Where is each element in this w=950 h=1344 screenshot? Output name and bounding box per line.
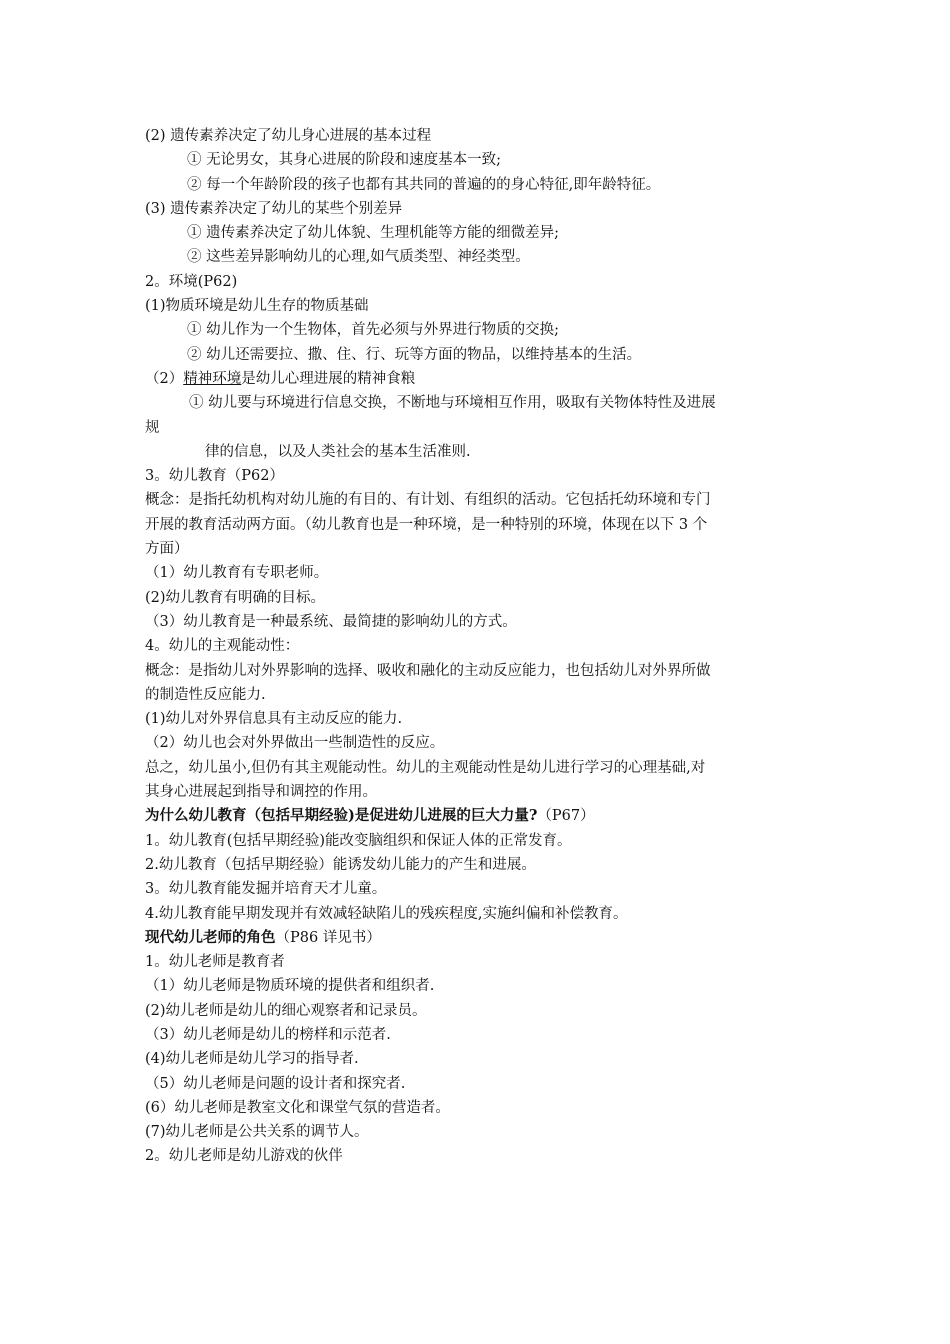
text-line: （3）幼儿教育是一种最系统、最简捷的影响幼儿的方式。	[145, 613, 517, 630]
item-number: （2）	[145, 370, 184, 387]
text-line: (2)幼儿老师是幼儿的细心观察者和记录员。	[145, 1002, 427, 1019]
text-line: 开展的教育活动两方面。（幼儿教育也是一种环境，是一种特别的环境，体现在以下 3 个	[145, 516, 708, 533]
text-line: 1。幼儿老师是教育者	[145, 954, 285, 971]
text-line: （1）幼儿老师是物质环境的提供者和组织者.	[145, 978, 435, 995]
section-heading: 2。环境(P62)	[145, 273, 238, 290]
section-heading: 4。幼儿的主观能动性：	[145, 638, 300, 655]
text-line: ① 遗传素养决定了幼儿体貌、生理机能等方能的细微差异;	[187, 225, 559, 242]
page-reference: （P67）	[537, 808, 595, 825]
text-line: 1。幼儿教育(包括早期经验)能改变脑组织和保证人体的正常发育。	[145, 832, 572, 849]
text-line: （2）幼儿也会对外界做出一些制造性的反应。	[145, 735, 445, 752]
text-line: (1)物质环境是幼儿生存的物质基础	[145, 298, 369, 315]
text-line: （1）幼儿教育有专职老师。	[145, 565, 329, 582]
text-line: (1)幼儿对外界信息具有主动反应的能力.	[145, 711, 403, 728]
document-body	[145, 124, 815, 1169]
item-text: 是幼儿心理进展的精神食粮	[241, 370, 416, 387]
text-line: 方面）	[145, 541, 189, 558]
bold-heading-text: 为什么幼儿教育（包括早期经验)是促进幼儿进展的巨大力量?	[145, 807, 538, 825]
bold-heading	[145, 926, 815, 950]
text-line: 概念：是指托幼机构对幼儿施的有目的、有计划、有组织的活动。它包括托幼环境和专门	[145, 492, 711, 509]
text-line: (2) 遗传素养决定了幼儿身心进展的基本过程	[145, 128, 432, 144]
text-line: (6）幼儿老师是教室文化和课堂气氛的营造者。	[145, 1099, 450, 1116]
bold-heading	[145, 804, 815, 828]
text-line: 律的信息，以及人类社会的基本生活准则.	[205, 443, 471, 460]
text-line: 3。幼儿教育能发掘并培育天才儿童。	[145, 881, 387, 898]
bold-heading-text: 现代幼儿老师的角色	[145, 928, 276, 946]
text-line: ① 幼儿要与环境进行信息交换，不断地与环境相互作用，吸取有关物体特性及进展	[189, 395, 716, 412]
text-line: 其身心进展起到指导和调控的作用。	[145, 784, 377, 801]
text-line: ② 幼儿还需要拉、撒、住、行、玩等方面的物品，以维持基本的生活。	[187, 346, 642, 363]
text-line: (7)幼儿老师是公共关系的调节人。	[145, 1124, 369, 1141]
section-heading: 3。幼儿教育（P62）	[145, 468, 284, 485]
underlined-term: 精神环境	[183, 370, 242, 387]
text-line: (2)幼儿教育有明确的目标。	[145, 589, 326, 606]
text-line: 的制造性反应能力.	[145, 686, 266, 703]
text-line: ① 幼儿作为一个生物体，首先必须与外界进行物质的交换;	[187, 322, 559, 339]
text-line: 总之，幼儿虽小,但仍有其主观能动性。幼儿的主观能动性是幼儿进行学习的心理基础,对	[145, 759, 706, 776]
text-line: (3) 遗传素养决定了幼儿的某些个别差异	[145, 200, 403, 217]
text-line: ② 每一个年龄阶段的孩子也都有其共同的普遍的的身心特征,即年龄特征。	[187, 176, 661, 193]
text-line	[145, 367, 815, 391]
text-line: （5）幼儿老师是问题的设计者和探究者.	[145, 1075, 406, 1092]
text-line: （3）幼儿老师是幼儿的榜样和示范者.	[145, 1026, 391, 1043]
text-line: (4)幼儿老师是幼儿学习的指导者.	[145, 1051, 359, 1068]
page-reference: （P86 详见书）	[275, 929, 381, 946]
text-line: 2.幼儿教育（包括早期经验）能诱发幼儿能力的产生和进展。	[145, 856, 536, 873]
text-line: 概念：是指幼儿对外界影响的选择、吸收和融化的主动反应能力，也包括幼儿对外界所做	[145, 662, 711, 679]
text-line: ② 这些差异影响幼儿的心理,如气质类型、神经类型。	[187, 249, 530, 266]
text-line: 2。幼儿老师是幼儿游戏的伙伴	[145, 1148, 343, 1165]
text-line: ① 无论男女，其身心进展的阶段和速度基本一致;	[187, 152, 501, 169]
text-line: 4.幼儿教育能早期发现并有效减轻缺陷儿的残疾程度,实施纠偏和补偿教育。	[145, 905, 628, 922]
text-line: 规	[145, 419, 160, 436]
